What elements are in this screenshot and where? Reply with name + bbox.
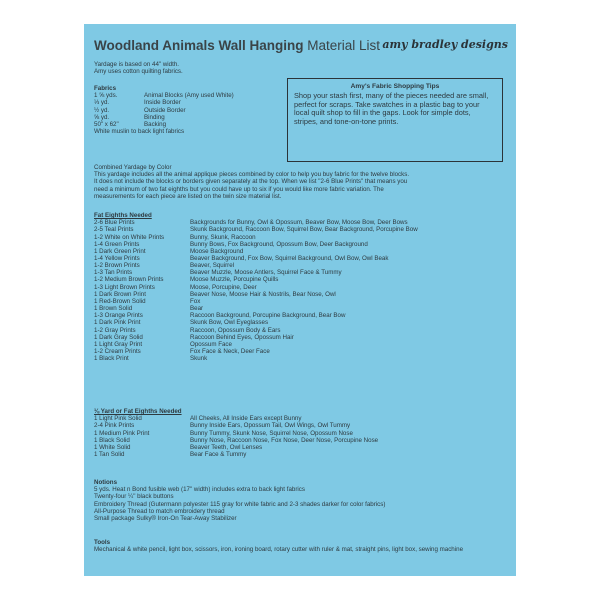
- notions-heading: Notions: [94, 479, 118, 486]
- table-row: 2-6 Blue Prints Backgrounds for Bunny, Owl & Opossum, Beaver Bow, Moose Bow, Deer Bows: [94, 219, 408, 227]
- fabrics-note: White muslin to back light fabrics: [94, 127, 185, 135]
- table-row: 1-4 Yellow Prints Beaver Background, Fox Bow, Squirrel Background, Owl Bow, Owl Beak: [94, 254, 389, 262]
- eighth-yard-section: [94, 408, 378, 458]
- notions-section: [94, 479, 385, 522]
- intro-line: Amy uses cotton quilting fabrics.: [94, 68, 183, 76]
- table-row: 1 Brown Solid Bear: [94, 305, 204, 313]
- table-row: 50" x 62" Backing: [94, 120, 167, 128]
- intro-text: [94, 61, 183, 75]
- tools-text: Mechanical & white pencil, light box, scissors, iron, ironing board, rotary cutter with ruler & mat, straight pins, light box, sewing machine: [94, 546, 464, 554]
- table-row: 1 Dark Pink Print Skunk Bow, Owl Eyeglasses: [94, 319, 269, 327]
- table-row: 1 Black Print Skunk: [94, 355, 208, 363]
- shopping-tips-box: [287, 78, 503, 162]
- intro-line: Yardage is based on 44" width.: [94, 61, 179, 68]
- table-row: 1-2 Cream Prints Fox Face & Neck, Deer Face: [94, 348, 270, 356]
- notion-line: All-Purpose Thread to match embroidery thread: [94, 507, 225, 515]
- combined-line: It does not include the blocks or borders given separately at the top. When we list "2-6 Blue Prints" that means you: [94, 178, 408, 186]
- tips-text: Shop your stash first, many of the pieces needed are small, perfect for scraps. Take swatches in a plastic bag to your local quilt shop to fill in the gaps. Look for simple dots, stripes, and tone-on-tone prints.: [294, 91, 489, 126]
- fabrics-heading: Fabrics: [94, 85, 117, 92]
- material-list-sheet: [84, 24, 516, 576]
- notion-line: 5 yds. Heat n Bond fusible web (17" width) includes extra to back light fabrics: [94, 486, 305, 494]
- combined-line: measurements for each piece are listed on the twin size material list.: [94, 192, 282, 200]
- table-row: 1 Light Pink Solid All Cheeks, All Inside Ears except Bunny: [94, 415, 302, 423]
- combined-yardage-section: [94, 164, 409, 200]
- fat-eighths-table: [94, 219, 418, 362]
- combined-heading: Combined Yardage by Color: [94, 164, 172, 171]
- tips-title: Amy's Fabric Shopping Tips: [350, 83, 440, 90]
- table-row: 2-5 Teal Prints Skunk Background, Raccoon Bow, Squirrel Bow, Bear Background, Porcupine Bow: [94, 226, 418, 234]
- fat-eighths-section: [94, 212, 418, 362]
- page-title: Woodland Animals Wall Hanging Material List: [94, 38, 381, 53]
- fat-eighths-heading: Fat Eighths Needed: [94, 212, 152, 219]
- table-row: 1 Light Gray Print Opossum Face: [94, 340, 232, 348]
- combined-line: need a minimum of two fat eighths but you could have up to six if you would like more fabric variation. The: [94, 185, 384, 193]
- table-row: 1 Red-Brown Solid Fox: [94, 297, 201, 305]
- table-row: 1 Tan Solid Bear Face & Tummy: [94, 450, 247, 458]
- table-row: 1-3 Light Brown Prints Moose, Porcupine, Deer: [94, 283, 257, 291]
- table-row: 1 Dark Gray Solid Raccoon Behind Eyes, Opossum Hair: [94, 333, 294, 341]
- table-row: 1-2 Gray Prints Raccoon, Opossum Body & Ears: [94, 326, 281, 334]
- combined-line: This yardage includes all the animal applique pieces combined by color to help you buy fabric for the twelve blocks.: [94, 171, 410, 179]
- notion-line: Twenty-four ¼" black buttons: [94, 493, 174, 501]
- fabrics-table: [94, 92, 234, 128]
- table-row: 1-2 Brown Prints Beaver, Squirrel: [94, 262, 235, 270]
- table-row: 1 Medium Pink Print Bunny Tummy, Skunk Nose, Squirrel Nose, Opossum Nose: [94, 429, 353, 437]
- table-row: 1 White Solid Beaver Teeth, Owl Lenses: [94, 443, 263, 451]
- table-row: 1-4 Green Prints Bunny Bows, Fox Background, Opossum Bow, Deer Background: [94, 240, 368, 248]
- tools-section: [94, 539, 506, 553]
- table-row: 1-2 White on White Prints Bunny, Skunk, Raccoon: [94, 233, 256, 241]
- table-row: ⅝ yd. Binding: [94, 113, 165, 121]
- tools-heading: Tools: [94, 539, 111, 546]
- eighth-yard-heading: ⅛ Yard or Fat Eighths Needed: [94, 408, 182, 415]
- notion-line: Embroidery Thread (Gutermann polyester 115 gray for white fabric and 2-3 shades darker for color fabrics): [94, 500, 386, 508]
- table-row: 1-3 Tan Prints Beaver Muzzle, Moose Antlers, Squirrel Face & Tummy: [94, 269, 342, 277]
- brand-logo: amy bradley designs: [382, 38, 508, 51]
- table-row: 1 Black Solid Bunny Nose, Raccoon Nose, Fox Nose, Deer Nose, Porcupine Nose: [94, 436, 379, 444]
- fabrics-section: [94, 85, 234, 135]
- table-row: 2-4 Pink Prints Bunny Inside Ears, Opossum Tail, Owl Wings, Owl Tummy: [94, 422, 351, 430]
- table-row: 1-3 Orange Prints Raccoon Background, Porcupine Background, Bear Bow: [94, 312, 346, 320]
- table-row: 1-2 Medium Brown Prints Moose Muzzle, Porcupine Quills: [94, 276, 279, 284]
- table-row: ⅓ yd. Inside Border: [94, 99, 181, 107]
- table-row: 1 Dark Green Print Moose Background: [94, 247, 244, 255]
- notion-line: Small package Sulky® Iron-On Tear-Away Stabilizer: [94, 515, 237, 523]
- table-row: 1 Dark Brown Print Beaver Nose, Moose Hair & Nostrils, Bear Nose, Owl: [94, 290, 336, 298]
- table-row: ½ yd. Outside Border: [94, 106, 186, 114]
- table-row: 1 ⅝ yds. Animal Blocks (Amy used White): [94, 92, 234, 100]
- eighth-yard-table: [94, 415, 378, 458]
